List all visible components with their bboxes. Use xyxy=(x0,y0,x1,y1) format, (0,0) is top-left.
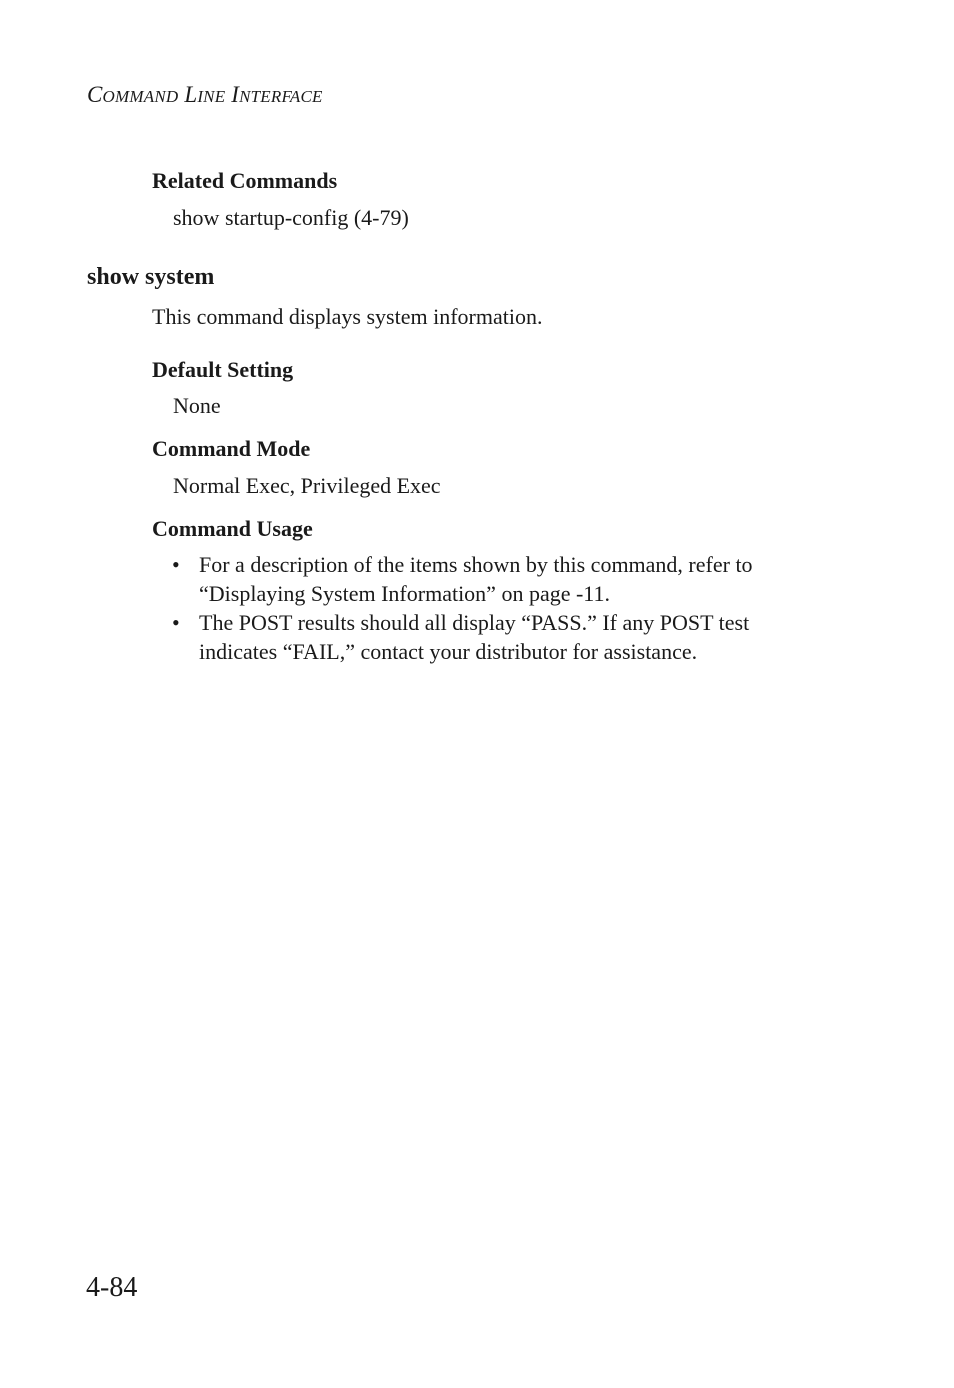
related-commands-text: show startup-config (4-79) xyxy=(173,205,409,230)
page-number: 4-84 xyxy=(86,1272,138,1303)
running-header xyxy=(87,82,323,108)
command-mode-heading: Command Mode xyxy=(152,436,311,461)
command-title: show system xyxy=(87,264,215,290)
list-item-text: For a description of the items shown by this command, refer to “Displaying System Information” on page -11. xyxy=(199,552,753,606)
list-item xyxy=(172,550,832,608)
running-header-word-2: LINE xyxy=(184,82,226,107)
default-setting-text: None xyxy=(173,393,221,418)
list-item xyxy=(172,608,832,666)
related-commands-heading: Related Commands xyxy=(152,168,338,193)
command-usage-list xyxy=(172,550,832,666)
command-description: This command displays system information. xyxy=(152,304,543,329)
list-item-text: The POST results should all display “PASS.” If any POST test indicates “FAIL,” contact your distributor for assistance. xyxy=(199,610,750,664)
running-header-word-1: COMMAND xyxy=(87,82,179,107)
command-mode-text: Normal Exec, Privileged Exec xyxy=(173,473,441,498)
command-usage-heading: Command Usage xyxy=(152,516,313,541)
bullet-icon: • xyxy=(172,610,180,635)
running-header-word-3: INTERFACE xyxy=(231,82,323,107)
bullet-icon: • xyxy=(172,552,180,577)
default-setting-heading: Default Setting xyxy=(152,357,294,382)
